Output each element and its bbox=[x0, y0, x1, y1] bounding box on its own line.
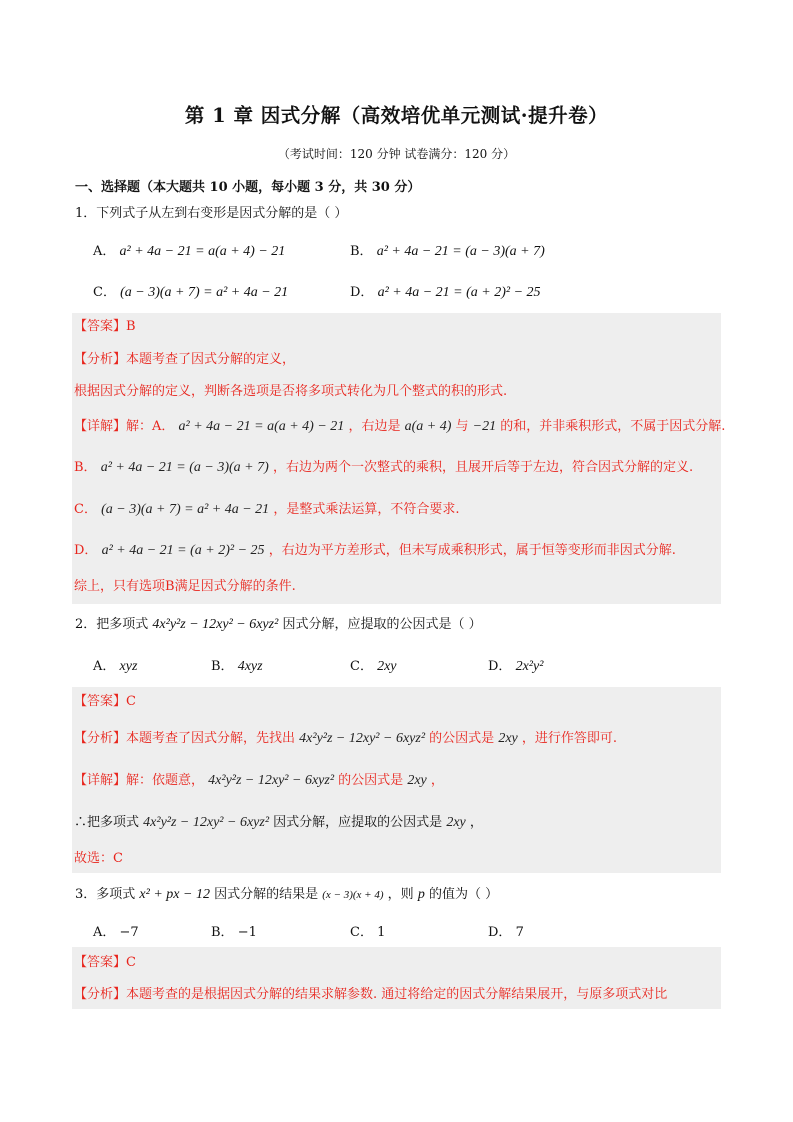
option-value: 1 bbox=[377, 925, 386, 940]
option-label: B． bbox=[211, 925, 234, 940]
q2-analysis bbox=[74, 729, 617, 749]
therefore-text: ， bbox=[469, 815, 483, 830]
analysis-math: 4x²y²z − 12xy² − 6xyz² bbox=[299, 731, 426, 746]
detail-text: ，右边是 bbox=[348, 419, 401, 434]
q1-option-a bbox=[93, 242, 285, 262]
option-value: −1 bbox=[237, 925, 257, 940]
option-label: C． bbox=[93, 285, 116, 300]
detail-text: 【详解】解：依题意， bbox=[74, 773, 205, 788]
detail-math: a² + 4a − 21 = (a + 2)² − 25 bbox=[101, 543, 265, 558]
q1-answer: 【答案】B bbox=[74, 319, 136, 334]
q2-detail bbox=[74, 771, 444, 791]
detail-label: D． bbox=[74, 543, 98, 558]
option-math: a² + 4a − 21 = (a − 3)(a + 7) bbox=[376, 244, 545, 259]
q2-answer: 【答案】C bbox=[74, 694, 136, 709]
therefore-math: 2xy bbox=[446, 815, 466, 830]
analysis-text: ，进行作答即可. bbox=[521, 731, 618, 746]
option-value: −7 bbox=[119, 925, 139, 940]
q3-answer-box bbox=[72, 947, 721, 1009]
detail-math: a(a + 4) bbox=[404, 419, 452, 434]
detail-label: C． bbox=[74, 502, 97, 517]
exam-info: （考试时间：120 分钟 试卷满分：120 分） bbox=[277, 147, 516, 161]
q1-detail-d bbox=[74, 541, 676, 561]
option-label: A． bbox=[93, 244, 116, 259]
q3-option-c bbox=[350, 923, 385, 943]
option-value: 7 bbox=[515, 925, 524, 940]
q3-stem bbox=[75, 885, 498, 905]
q2-answer-box bbox=[72, 687, 721, 873]
option-label: B． bbox=[350, 244, 373, 259]
stem-text: 3．多项式 bbox=[75, 887, 136, 902]
q2-choice: 故选：C bbox=[74, 851, 123, 866]
detail-label: B． bbox=[74, 460, 97, 475]
stem-text: 因式分解的结果是 bbox=[214, 887, 319, 902]
q3-option-b bbox=[211, 923, 257, 943]
q1-analysis: 【分析】本题考查了因式分解的定义， bbox=[74, 352, 296, 367]
summary-text: 综上，只有选项 bbox=[74, 579, 166, 594]
q1-summary bbox=[74, 577, 296, 597]
q3-option-a bbox=[93, 923, 139, 943]
q1-option-c bbox=[93, 283, 288, 303]
analysis-math: 2xy bbox=[498, 731, 518, 746]
stem-text: 因式分解，应提取的公因式是（ ） bbox=[282, 617, 482, 632]
detail-math: 4x²y²z − 12xy² − 6xyz² bbox=[208, 773, 335, 788]
q2-option-a bbox=[93, 657, 137, 677]
option-math: 2x²y² bbox=[515, 659, 544, 674]
stem-text: ，则 bbox=[387, 887, 414, 902]
option-label: D． bbox=[350, 285, 374, 300]
summary-text: 满足因式分解的条件. bbox=[174, 579, 296, 594]
option-label: A． bbox=[93, 925, 116, 940]
q1-detail-b bbox=[74, 458, 693, 478]
q2-stem bbox=[75, 615, 482, 635]
detail-prefix: 【详解】解：A． bbox=[74, 419, 175, 434]
q1-detail-a bbox=[74, 417, 725, 437]
q3-analysis: 【分析】本题考查的是根据因式分解的结果求解参数. 通过将给定的因式分解结果展开，与原多项式对比 bbox=[74, 987, 668, 1002]
q2-option-c bbox=[350, 657, 397, 677]
detail-math: 2xy bbox=[407, 773, 427, 788]
option-math: a² + 4a − 21 = a(a + 4) − 21 bbox=[119, 244, 286, 259]
q2-option-d bbox=[488, 657, 543, 677]
detail-text: 与 bbox=[455, 419, 469, 434]
option-label: C． bbox=[350, 659, 373, 674]
detail-text: ，右边为平方差形式，但未写成乘积形式，属于恒等变形而非因式分解. bbox=[268, 543, 676, 558]
option-math: (a − 3)(a + 7) = a² + 4a − 21 bbox=[120, 285, 289, 300]
detail-text: 的和，并非乘积形式，不属于因式分解. bbox=[500, 419, 726, 434]
therefore-text: 因式分解，应提取的公因式是 bbox=[273, 815, 443, 830]
option-math: 2xy bbox=[377, 659, 397, 674]
q1-stem: 1．下列式子从左到右变形是因式分解的是（ ） bbox=[75, 206, 348, 221]
stem-math: p bbox=[417, 887, 425, 902]
stem-text: 2．把多项式 bbox=[75, 617, 149, 632]
stem-math: 4x²y²z − 12xy² − 6xyz² bbox=[152, 617, 279, 632]
option-math: 4xyz bbox=[237, 659, 263, 674]
option-label: B． bbox=[211, 659, 234, 674]
q1-detail-c bbox=[74, 500, 459, 520]
stem-math: (x − 3)(x + 4) bbox=[322, 889, 384, 901]
analysis-text: 的公因式是 bbox=[429, 731, 495, 746]
section-heading: 一、选择题（本大题共 10 小题，每小题 3 分，共 30 分） bbox=[75, 180, 421, 195]
q1-analysis-cont: 根据因式分解的定义，判断各选项是否将多项式转化为几个整式的积的形式. bbox=[74, 384, 508, 399]
therefore-math: 4x²y²z − 12xy² − 6xyz² bbox=[143, 815, 270, 830]
option-math: xyz bbox=[119, 659, 138, 674]
detail-math: −21 bbox=[472, 419, 497, 434]
option-label: C． bbox=[350, 925, 373, 940]
detail-math: (a − 3)(a + 7) = a² + 4a − 21 bbox=[101, 502, 270, 517]
stem-text: 的值为（ ） bbox=[428, 887, 499, 902]
detail-text: 的公因式是 bbox=[338, 773, 404, 788]
q1-option-b bbox=[350, 242, 545, 262]
summary-option: B bbox=[165, 579, 175, 594]
analysis-text: 【分析】本题考查了因式分解，先找出 bbox=[74, 731, 296, 746]
option-label: D． bbox=[488, 659, 512, 674]
detail-math: a² + 4a − 21 = (a − 3)(a + 7) bbox=[100, 460, 269, 475]
detail-math: a² + 4a − 21 = a(a + 4) − 21 bbox=[178, 419, 345, 434]
q2-option-b bbox=[211, 657, 263, 677]
detail-text: ， bbox=[430, 773, 444, 788]
q1-option-d bbox=[350, 283, 541, 303]
option-label: D． bbox=[488, 925, 512, 940]
stem-math: x² + px − 12 bbox=[139, 887, 210, 902]
option-math: a² + 4a − 21 = (a + 2)² − 25 bbox=[377, 285, 541, 300]
q3-option-d bbox=[488, 923, 524, 943]
page-title: 第 1 章 因式分解（高效培优单元测试·提升卷） bbox=[184, 104, 609, 127]
therefore-text: ∴把多项式 bbox=[74, 815, 140, 830]
q3-answer: 【答案】C bbox=[74, 955, 136, 970]
q2-therefore bbox=[74, 813, 483, 833]
option-label: A． bbox=[93, 659, 116, 674]
q1-answer-box bbox=[72, 313, 726, 604]
detail-text: ，是整式乘法运算，不符合要求. bbox=[273, 502, 460, 517]
detail-text: ，右边为两个一次整式的乘积，且展开后等于左边，符合因式分解的定义. bbox=[272, 460, 694, 475]
